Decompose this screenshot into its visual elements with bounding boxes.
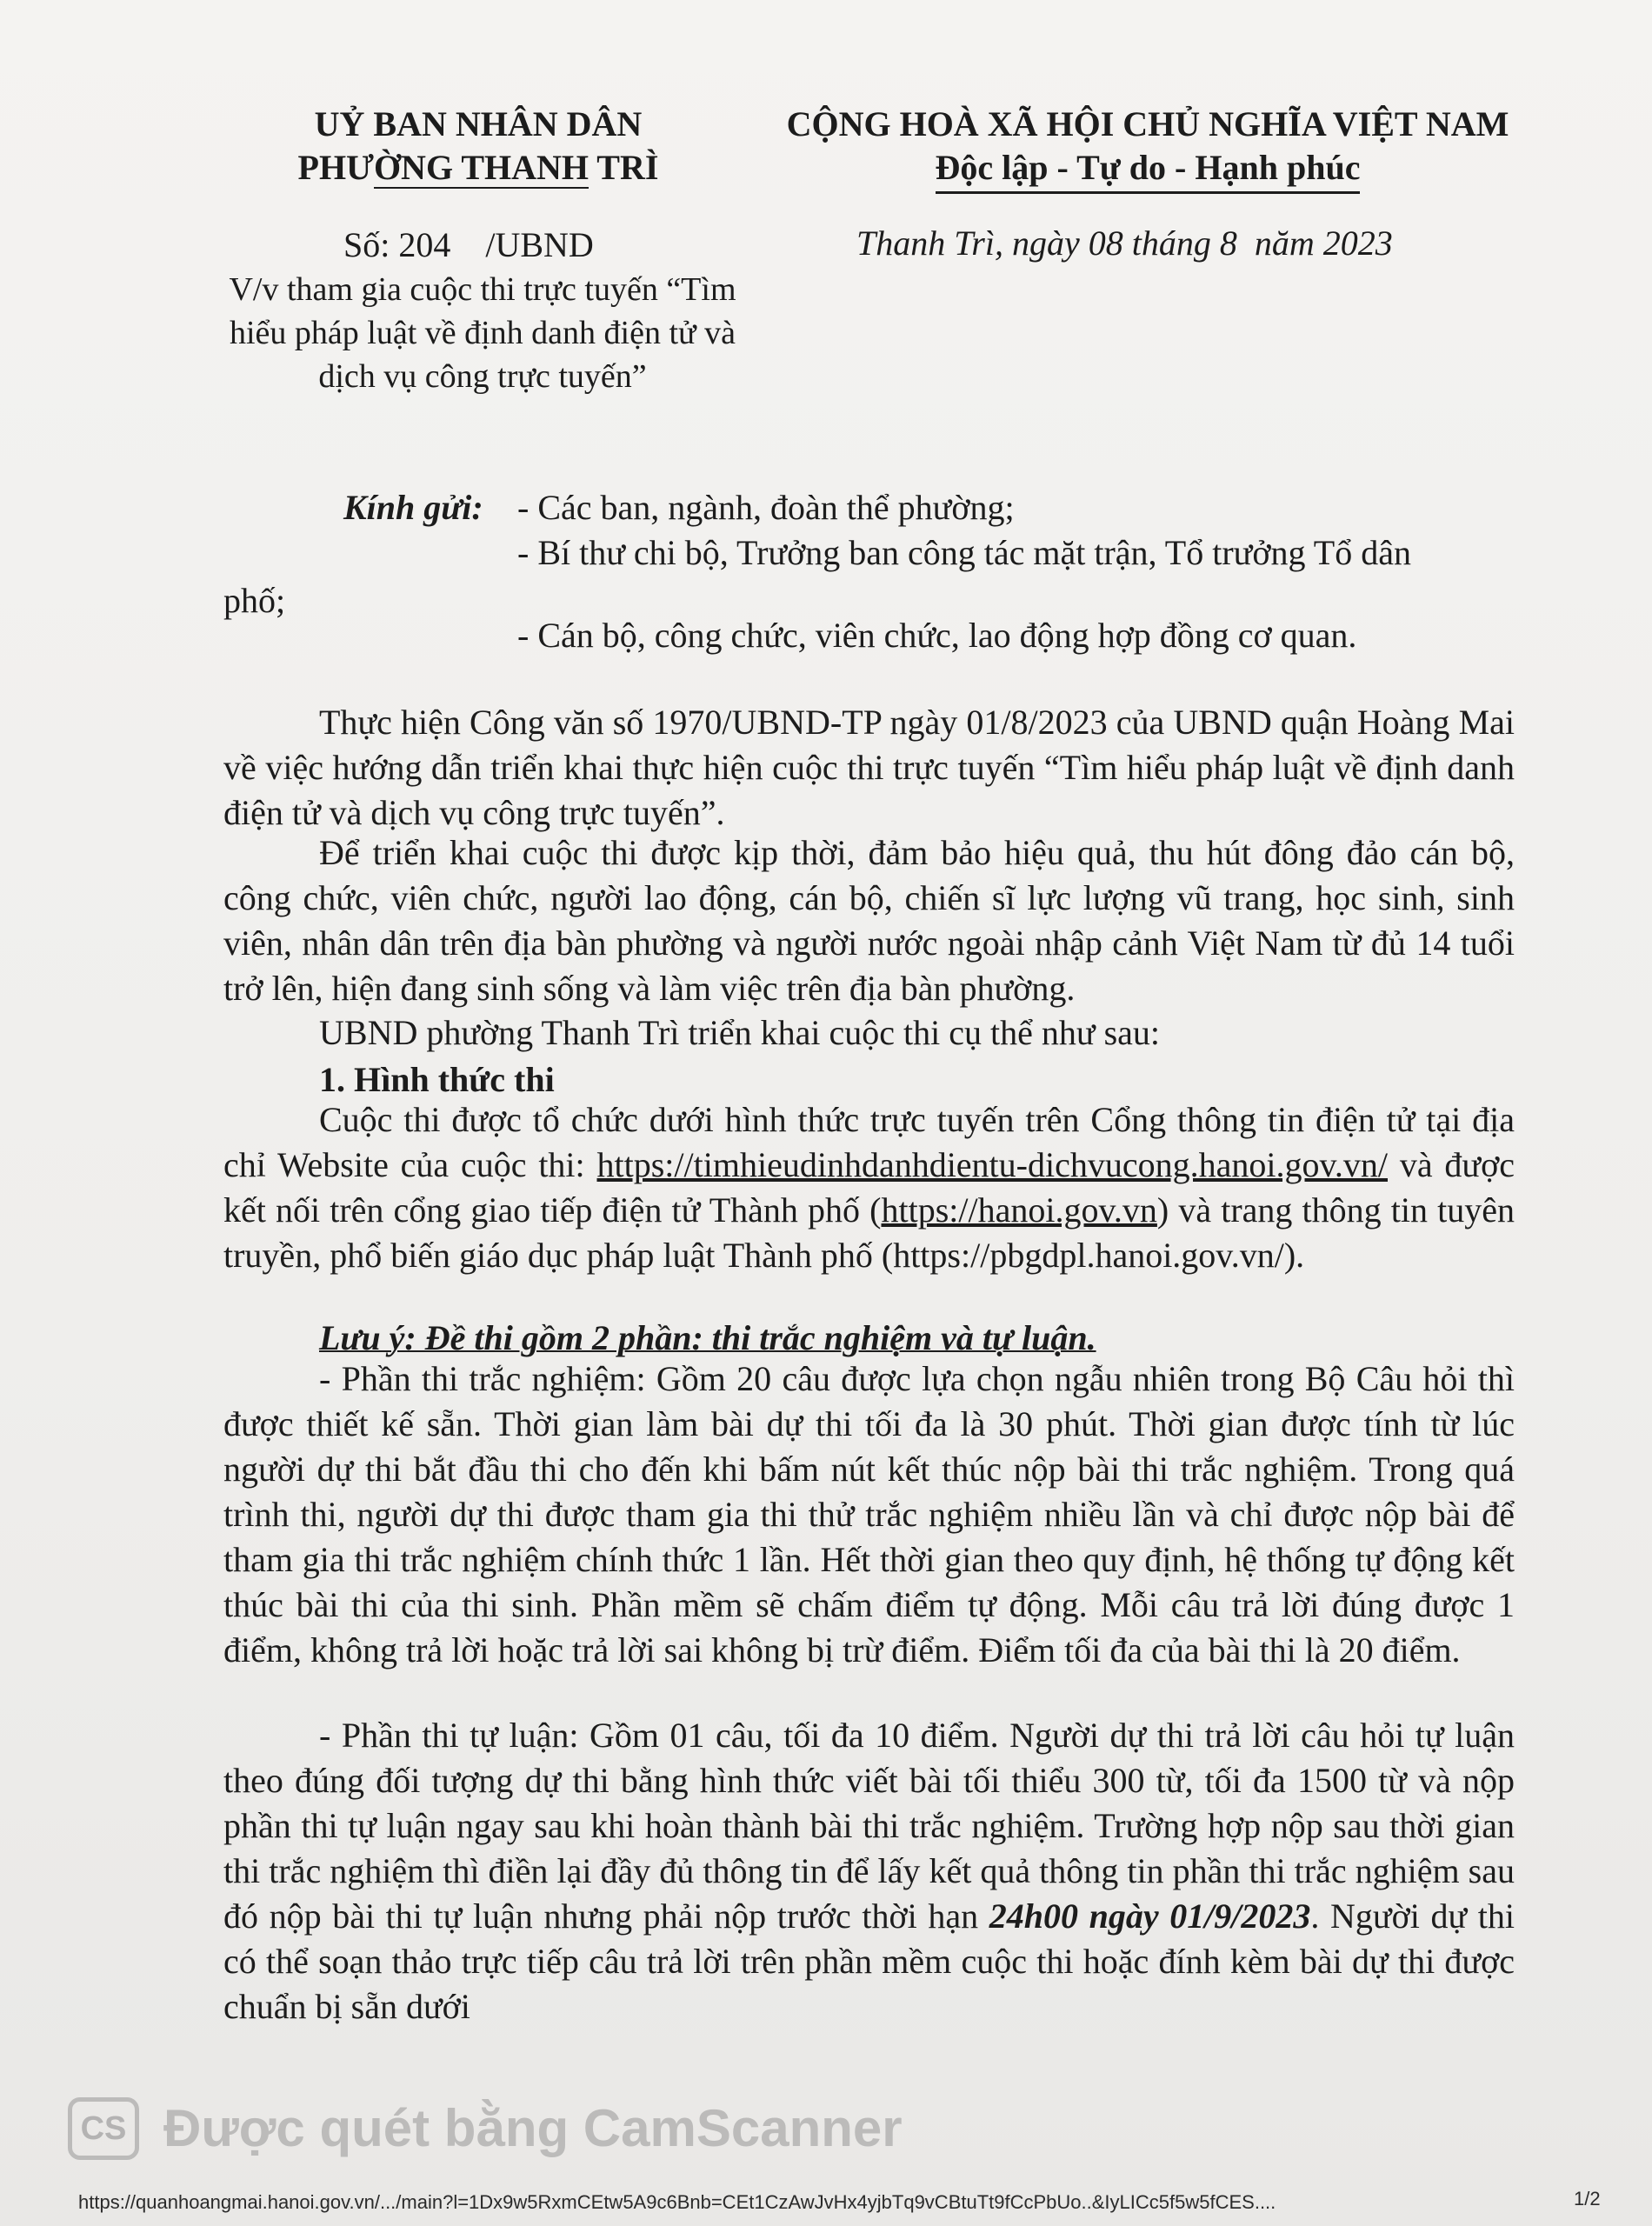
paragraph-multiple-choice: - Phần thi trắc nghiệm: Gồm 20 câu được lựa chọn ngẫu nhiên trong Bộ Câu hỏi thì được thiết kế sẵn. Thời gian làm bài dự thi tối đa là 30 phút. Thời gian được tính từ lúc người dự thi bắt đầu thi cho đến khi bấm nút kết thúc nộp bài thi trắc nghiệm. Trong quá trình thi, người dự thi được tham gia thi thử trắc nghiệm nhiều lần và chỉ được nộp bài để tham gia thi trắc nghiệm chính thức 1 lần. Hết thời gian theo quy định, hệ thống tự động kết thúc bài thi của thi sinh. Phần mềm sẽ chấm điểm tự động. Mỗi câu trả lời đúng được 1 điểm, không trả lời hoặc trả lời sai không bị trừ điểm. Điểm tối đa của bài thi là 20 điểm.	[223, 1359, 1515, 1670]
paragraph: Để triển khai cuộc thi được kịp thời, đảm bảo hiệu quả, thu hút đông đảo cán bộ, công chức, viên chức, người lao động, cán bộ, chiến sĩ lực lượng vũ trang, học sinh, sinh viên, nhân dân trên địa bàn phường và người nước ngoài nhập cảnh Việt Nam từ đủ 14 tuổi trở lên, hiện đang sinh sống và làm việc trên địa bàn phường.	[223, 833, 1515, 1008]
national-motto: Độc lập - Tự do - Hạnh phúc	[936, 146, 1361, 194]
paragraph-text: ) và trang thông tin tuyên truyền, phổ biến giáo dục pháp luật Thành phố (https://pbgdpl.hanoi.gov.vn/).	[223, 1190, 1515, 1275]
camscanner-logo-icon: CS	[68, 2097, 139, 2160]
paragraph-contest-format	[223, 1097, 1515, 1278]
note-heading: Lưu ý: Đề thi gồm 2 phần: thi trắc nghiệm và tự luận.	[319, 1318, 1096, 1357]
paragraph-text: và được kết nối trên cổng giao tiếp điện tử Thành phố (	[223, 1145, 1515, 1230]
national-header	[730, 103, 1565, 194]
authority-line-1: UỶ BAN NHÂN DÂN	[314, 104, 643, 143]
paragraph-essay	[223, 1713, 1515, 2029]
camscanner-watermark: Được quét bằng CamScanner	[163, 2099, 903, 2157]
document-number: Số: 204 /UBND	[343, 225, 594, 264]
authority-line-2-underlined: ỜNG THANH	[373, 148, 590, 187]
section-heading: 1. Hình thức thi	[319, 1060, 555, 1099]
deadline: 24h00 ngày 01/9/2023	[989, 1896, 1311, 1936]
document-subject: V/v tham gia cuộc thi trực tuyến “Tìm hiểu pháp luật về định danh điện tử và dịch vụ công trực tuyến”	[229, 271, 736, 395]
hanoi-portal-link[interactable]: https://hanoi.gov.vn	[881, 1190, 1157, 1230]
paragraph: UBND phường Thanh Trì triển khai cuộc thi cụ thể như sau:	[319, 1013, 1161, 1052]
paragraph-text: Cuộc thi được tổ chức dưới hình thức trực tuyến trên Cổng thông tin điện tử tại địa chỉ Website của cuộc thi:	[223, 1100, 1515, 1184]
paragraph-text: . Người dự thi có thể soạn thảo trực tiếp câu trả lời trên phần mềm cuộc thi hoặc đính kèm bài dự thi được chuẩn bị sẵn dưới	[223, 1896, 1515, 2026]
document-date: Thanh Trì, ngày 08 tháng 8 năm 2023	[856, 223, 1393, 263]
authority-line-2	[217, 146, 739, 190]
national-title: CỘNG HOÀ XÃ HỘI CHỦ NGHĨA VIỆT NAM	[786, 104, 1509, 143]
authority-line-2-part-c: TRÌ	[589, 148, 659, 187]
contest-website-link[interactable]: https://timhieudinhdanhdientu-dichvucong.hanoi.gov.vn/	[596, 1145, 1388, 1184]
paragraph-text: - Phần thi tự luận: Gồm 01 câu, tối đa 10 điểm. Người dự thi trả lời câu hỏi tự luận theo đúng đối tượng dự thi bằng hình thức viết bài tối thiểu 300 từ, tối đa 1500 từ và nộp phần thi tự luận ngay sau khi hoàn thành bài thi trắc nghiệm. Trường hợp nộp sau thời gian thi trắc nghiệm thì điền lại đầy đủ thông tin để lấy kết quả thông tin phần thi trắc nghiệm sau đó nộp bài thi tự luận nhưng phải nộp trước thời hạn	[223, 1716, 1515, 1936]
paragraph: Thực hiện Công văn số 1970/UBND-TP ngày 01/8/2023 của UBND quận Hoàng Mai về việc hướng dẫn triển khai thực hiện cuộc thi trực tuyến “Tìm hiểu pháp luật về định danh điện tử và dịch vụ công trực tuyến”.	[223, 703, 1515, 832]
footer-url: https://quanhoangmai.hanoi.gov.vn/.../main?l=1Dx9w5RxmCEtw5A9c6Bnb=CEt1CzAwJvHx4yjbTq9vCBtuTt9fCcPbUo..&IyLICc5f5w5fCES....	[78, 2191, 1276, 2213]
page-number: 1/2	[1574, 2188, 1601, 2209]
recipients-label: Kính gửi:	[343, 488, 483, 527]
recipient-item: - Cán bộ, công chức, viên chức, lao động hợp đồng cơ quan.	[517, 616, 1357, 655]
recipient-item: - Bí thư chi bộ, Trưởng ban công tác mặt trận, Tổ trưởng Tổ dân	[517, 533, 1411, 572]
authority-line-2-part-a: PHƯ	[297, 148, 374, 187]
recipient-item: - Các ban, ngành, đoàn thể phường;	[517, 488, 1015, 527]
issuing-authority	[217, 103, 739, 190]
recipient-item-continuation: phố;	[223, 581, 286, 620]
